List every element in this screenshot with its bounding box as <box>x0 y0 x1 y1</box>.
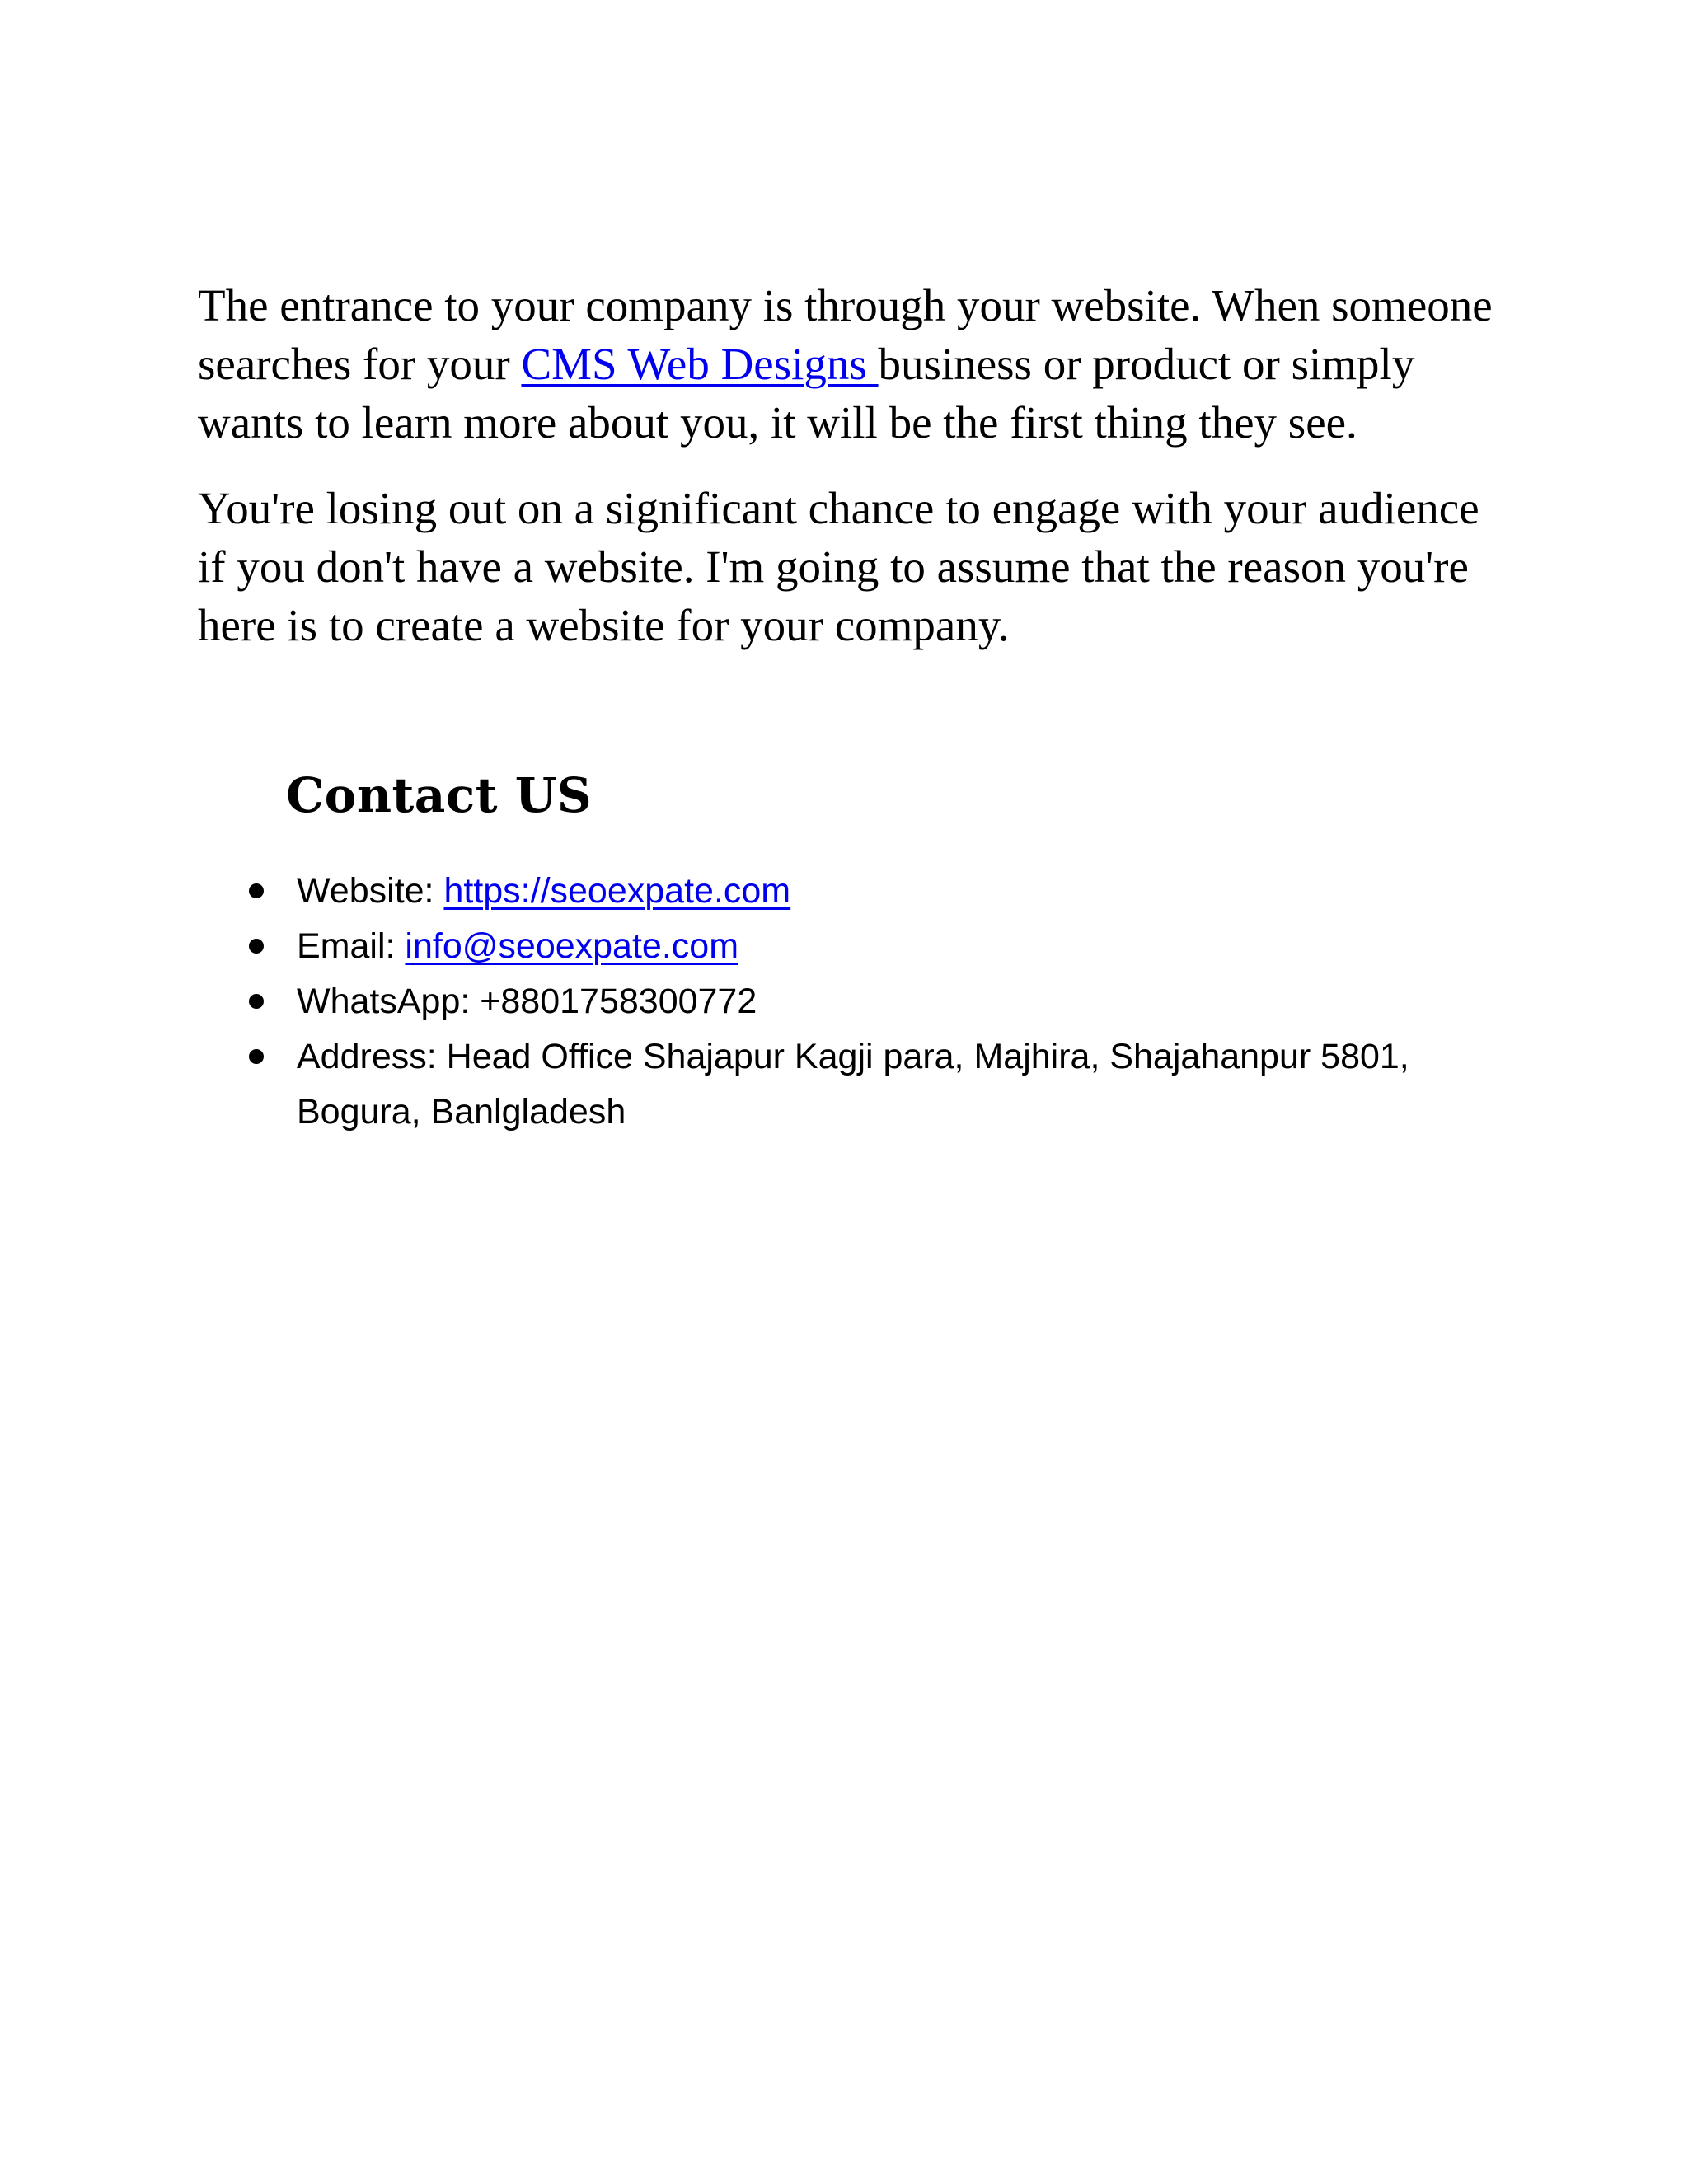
contact-item-whatsapp <box>247 974 1484 1029</box>
contact-item-address <box>247 1029 1484 1140</box>
bullet-icon <box>249 939 264 954</box>
intro-text-before-link: The entrance to your company is through your website. When someone searches for your <box>198 280 1493 389</box>
contact-label: Website: <box>297 871 444 911</box>
contact-list <box>247 864 1484 1140</box>
cms-web-designs-link[interactable]: CMS Web Designs <box>521 339 879 389</box>
contact-label: Address: <box>297 1037 447 1076</box>
bullet-icon <box>249 1049 264 1064</box>
whatsapp-number: +8801758300772 <box>480 982 757 1021</box>
bullet-icon <box>249 883 264 898</box>
bullet-icon <box>249 994 264 1009</box>
contact-label: Email: <box>297 926 406 966</box>
contact-heading: Contact US <box>286 767 593 823</box>
intro-section <box>198 276 1500 654</box>
contact-item-email <box>247 919 1484 974</box>
website-link[interactable]: https://seoexpate.com <box>443 871 791 911</box>
intro-text-after-link: business or product or simply wants to learn more about you, it will be the first thing they see. <box>198 339 1415 448</box>
contact-item-website <box>247 864 1484 919</box>
address-text: Head Office Shajapur Kagji para, Majhira, Shajahanpur 5801, Bogura, Banlgladesh <box>297 1037 1409 1132</box>
email-link[interactable]: info@seoexpate.com <box>405 926 739 966</box>
intro-paragraph-1 <box>198 276 1500 452</box>
contact-label: WhatsApp: <box>297 982 481 1021</box>
intro-paragraph-2: You're losing out on a significant chance to engage with your audience if you don't have a website. I'm going to assume that the reason you're here is to create a website for your company. <box>198 483 1479 650</box>
